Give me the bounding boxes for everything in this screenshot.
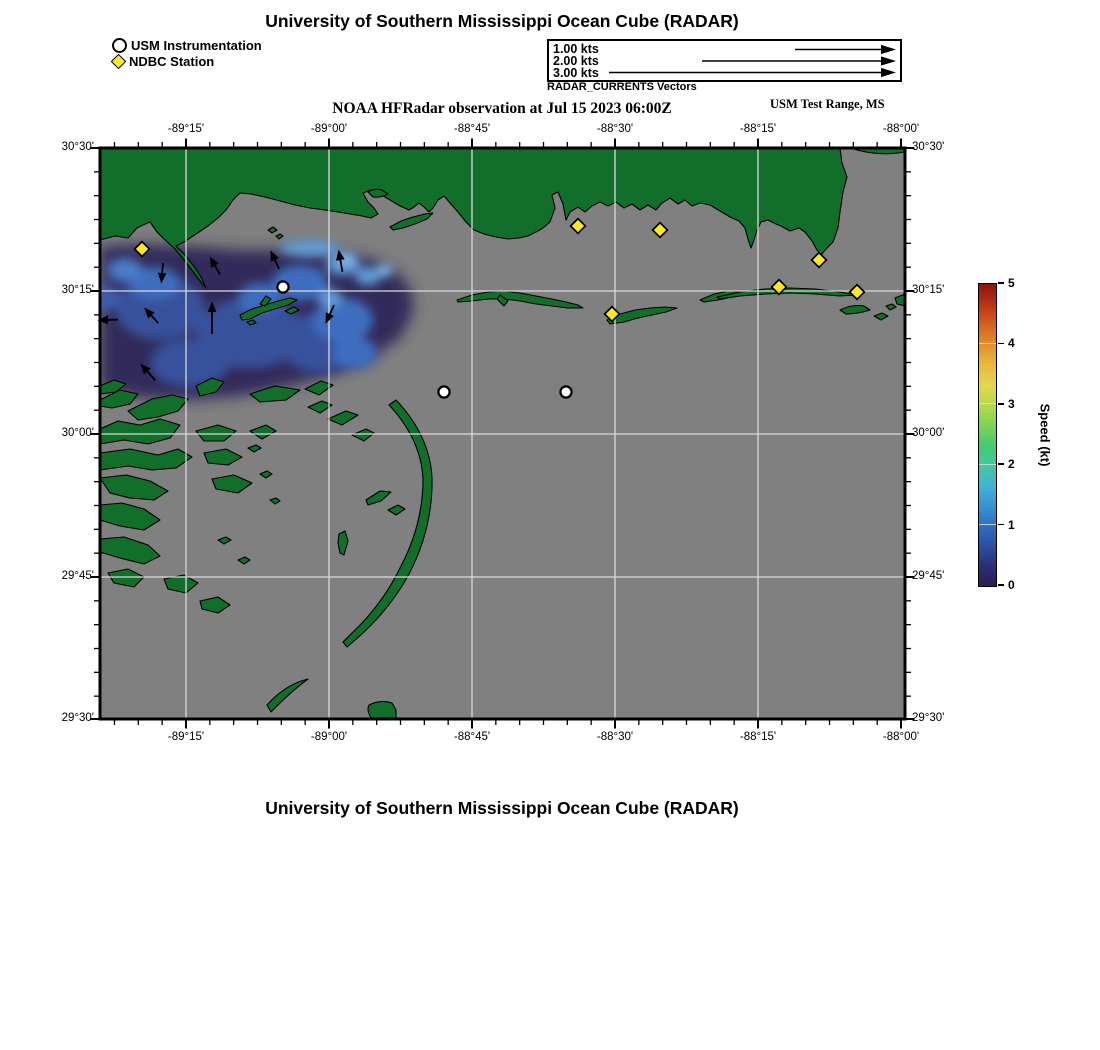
colorbar-tick-label: 2: [1008, 457, 1015, 472]
x-tick-label-top: -89°00': [310, 123, 348, 135]
colorbar-inner-line: [979, 524, 996, 525]
y-tick-label-right: 30°30': [912, 141, 945, 153]
x-tick-label-bottom: -88°30': [596, 731, 634, 743]
y-tick-label-right: 29°45': [912, 570, 945, 582]
observation-subtitle: NOAA HFRadar observation at Jul 15 2023 06:00Z: [332, 100, 672, 117]
range-label: USM Test Range, MS: [770, 97, 885, 111]
colorbar-tick-label: 0: [1008, 578, 1015, 592]
y-tick-label-left: 30°30': [61, 141, 94, 153]
colorbar: [978, 283, 997, 587]
y-tick-label-left: 30°15': [61, 284, 94, 296]
x-tick-label-bottom: -88°15': [739, 731, 777, 743]
usm-station-marker: [560, 386, 571, 397]
x-tick-label-top: -89°15': [167, 123, 205, 135]
x-tick-label-bottom: -89°00': [310, 731, 348, 743]
colorbar-inner-line: [979, 464, 996, 465]
usm-station-marker: [438, 386, 449, 397]
vector-scale-box: [547, 39, 902, 82]
x-tick-label-top: -88°15': [739, 123, 777, 135]
x-tick-label-top: -88°45': [453, 123, 491, 135]
map-area: [100, 148, 905, 719]
vector-scale-label-3: 3.00 kts: [553, 66, 599, 80]
marker-legend: [112, 37, 262, 69]
y-tick-label-left: 30°00': [61, 427, 94, 439]
vector-scale-caption: RADAR_CURRENTS Vectors: [547, 81, 697, 93]
y-tick-label-right: 29°30': [912, 712, 945, 724]
vector-scale-label-1: 1.00 kts: [553, 42, 599, 56]
y-tick-label-right: 30°15': [912, 284, 945, 296]
diamond-marker-icon: [111, 53, 127, 69]
colorbar-tick-label: 4: [1008, 336, 1015, 351]
colorbar-tick-label: 5: [1008, 276, 1015, 290]
circle-marker-icon: [112, 38, 127, 53]
legend-row-usm: [112, 37, 262, 53]
colorbar-inner-line: [979, 403, 996, 404]
legend-label-ndbc: NDBC Station: [129, 53, 215, 69]
x-tick-label-bottom: -88°00': [882, 731, 920, 743]
colorbar-tick: [998, 403, 1004, 405]
colorbar-tick: [998, 343, 1004, 345]
scale-arrow-head: [881, 68, 896, 77]
page-root: University of Southern Mississippi Ocean Cube (RADAR) USM Instrumentation NDBC Station 1.00 kts 2.00 kts 3.00 kts RADAR_CURRENTS Vectors NOAA HFRadar observation at Jul 15 2023 06:00Z USM Test Range, MS -89°15' -89°15' -89°00' -89°00' -88°45' -88°45' -88°30' -88°30' -88°15' -88°15' -88°00' -88°00' 30°30' 30°30' 30°15' 30°15' 30°00' 30°00' 29°45' 29°45' 29°30' 29°30' 0 1 2 3 4 5 Speed (kt) University of Southern Mississippi Ocean Cube (RADAR): [0, 0, 1100, 1050]
map-plot: [100, 148, 905, 719]
y-tick-label-left: 29°45': [61, 570, 94, 582]
colorbar-tick: [998, 524, 1004, 526]
x-tick-label-bottom: -88°45': [453, 731, 491, 743]
colorbar-inner-line: [979, 343, 996, 344]
footer-title: University of Southern Mississippi Ocean Cube (RADAR): [265, 798, 739, 818]
colorbar-tick: [998, 463, 1004, 465]
legend-row-ndbc: [112, 53, 262, 69]
y-tick-label-left: 29°30': [61, 712, 94, 724]
vector-scale-arrows: [549, 41, 900, 80]
colorbar-tick-label: 3: [1008, 396, 1015, 411]
page-title: University of Southern Mississippi Ocean Cube (RADAR): [265, 11, 739, 31]
x-tick-label-bottom: -89°15': [167, 731, 205, 743]
y-tick-label-right: 30°00': [912, 427, 945, 439]
x-tick-label-top: -88°30': [596, 123, 634, 135]
x-tick-label-top: -88°00': [882, 123, 920, 135]
colorbar-tick: [998, 584, 1004, 586]
legend-label-usm: USM Instrumentation: [131, 37, 262, 53]
scale-arrow-head: [881, 56, 896, 65]
colorbar-tick: [998, 282, 1004, 284]
scale-arrow-head: [881, 45, 896, 54]
colorbar-tick-label: 1: [1008, 517, 1015, 532]
usm-station-marker: [277, 281, 288, 292]
vector-scale-label-2: 2.00 kts: [553, 54, 599, 68]
